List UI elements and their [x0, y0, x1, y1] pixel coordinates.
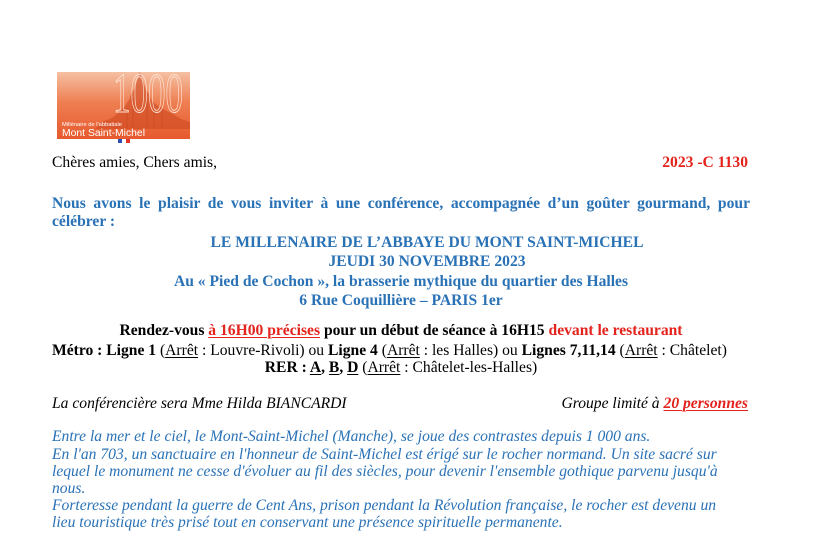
millenaire-logo: [57, 63, 190, 139]
rer-line-a: A: [309, 359, 322, 376]
stop-word: Arrêt: [624, 342, 658, 359]
paren-open: (: [615, 342, 625, 359]
rendezvous-label: Rendez-vous: [119, 322, 209, 339]
speaker: La conférencière sera Mme Hilda BIANCARDI: [52, 395, 347, 412]
rer-line-d: D: [347, 359, 359, 376]
invitation-line-1: Nous avons le plaisir de vous inviter à une conférence, accompagnée d’un goûter gourmand, pour: [52, 195, 750, 212]
rer-separator: ,: [339, 359, 348, 376]
rendezvous-time: à 16H00 précises: [208, 322, 321, 339]
rer-separator: ,: [321, 359, 329, 376]
event-title: LE MILLENAIRE DE L’ABBAYE DU MONT SAINT-MICHEL: [210, 234, 644, 251]
paren-open: (: [156, 342, 166, 359]
event-address: 6 Rue Coquillière – PARIS 1er: [299, 292, 503, 309]
rer-label: RER :: [264, 359, 310, 376]
reference-number: 2023 -C 1130: [662, 154, 748, 171]
group-limit: [561, 395, 748, 412]
group-size: 20 personnes: [663, 395, 748, 412]
logo-title: Mont Saint-Michel: [62, 128, 145, 139]
paren-open: (: [358, 359, 368, 376]
metro-stop-1: : Louvre-Rivoli) ou: [198, 342, 329, 359]
logo-graphic: [57, 63, 190, 139]
metro-line-4: Ligne 4: [328, 342, 378, 359]
rer-line: [52, 359, 750, 376]
history-line: En l'an 703, un sanctuaire en l'honneur de Saint-Michel est érigé sur le rocher normand. Un site sacré sur: [52, 446, 717, 463]
invitation-line-2: célébrer :: [52, 213, 116, 230]
logo-numerals: 1000: [113, 63, 183, 125]
paren-open: (: [377, 342, 387, 359]
metro-line: [52, 342, 727, 359]
event-date: JEUDI 30 NOVEMBRE 2023: [328, 253, 526, 270]
rendezvous-place: devant le restaurant: [548, 322, 683, 339]
stop-word: Arrêt: [367, 359, 401, 376]
history-line: lequel le monument ne cesse d'évoluer au fil des siècles, pour devenir l'ensemble gothique parvenu jusqu'à: [52, 463, 718, 480]
metro-stop-4: : les Halles) ou: [419, 342, 522, 359]
history-line: Entre la mer et le ciel, le Mont-Saint-Michel (Manche), se joue des contrastes depuis 1 000 ans.: [52, 428, 651, 445]
history-line: Forteresse pendant la guerre de Cent Ans, prison pendant la Révolution française, le rocher est devenu un: [52, 497, 717, 514]
metro-stop-7-11-14: : Châtelet): [657, 342, 727, 359]
group-label: Groupe limité à: [561, 395, 664, 412]
metro-line-1: Métro : Ligne 1: [52, 342, 157, 359]
history-line: lieu touristique très prisé tout en conservant une présence spirituelle permanente.: [52, 514, 563, 531]
rendezvous-start: pour un début de séance à 16H15: [320, 322, 549, 339]
logo-subtitle: Millénaire de l'abbatiale: [62, 122, 122, 128]
greeting: Chères amies, Chers amis,: [52, 154, 217, 171]
rer-stop: : Châtelet-les-Halles): [400, 359, 538, 376]
stop-word: Arrêt: [165, 342, 199, 359]
stop-word: Arrêt: [386, 342, 420, 359]
french-flag-icon: [118, 139, 130, 143]
metro-lines-7-11-14: Lignes 7,11,14: [521, 342, 616, 359]
rendezvous-line: [52, 322, 750, 339]
history-line: nous.: [52, 480, 86, 497]
event-venue: Au « Pied de Cochon », la brasserie mythique du quartier des Halles: [173, 273, 629, 290]
rer-line-b: B: [328, 359, 340, 376]
